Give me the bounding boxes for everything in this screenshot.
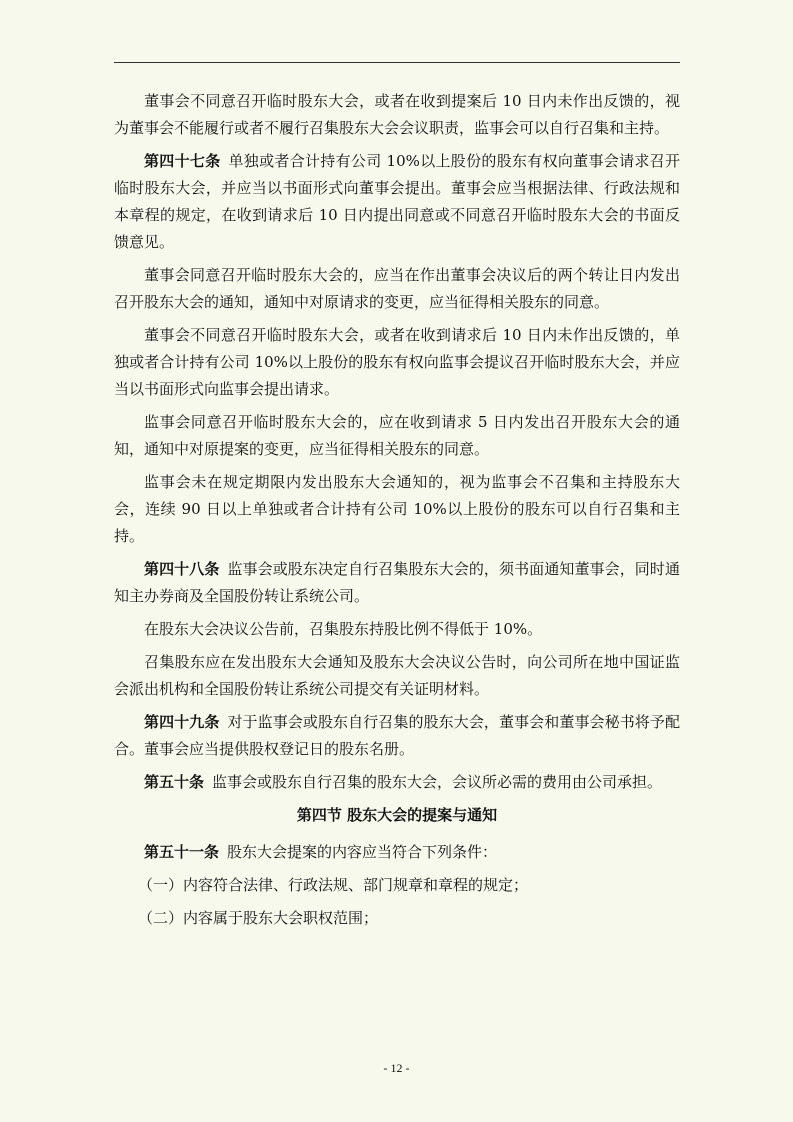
paragraph (114, 616, 680, 643)
paragraph-text: 监事会同意召开临时股东大会的，应在收到请求 5 日内发出召开股东大会的通知，通知中对原提案的变更，应当征得相关股东的同意。 (114, 413, 680, 458)
paragraph-text: 董事会不同意召开临时股东大会，或者在收到提案后 10 日内未作出反馈的，视为董事会不能履行或者不履行召集股东大会会议职责，监事会可以自行召集和主持。 (114, 92, 680, 137)
paragraph (114, 469, 680, 550)
paragraph-text: 监事会或股东决定自行召集股东大会的，须书面通知董事会，同时通知主办券商及全国股份转让系统公司。 (114, 560, 680, 605)
article-title: 第五十条 (144, 773, 205, 791)
article-50 (114, 769, 680, 796)
paragraph (114, 409, 680, 463)
list-item-text: （二）内容属于股东大会职权范围； (138, 909, 379, 927)
paragraph-text: 股东大会提案的内容应当符合下列条件： (227, 843, 498, 861)
paragraph-text: 监事会或股东自行召集的股东大会，会议所必需的费用由公司承担。 (212, 773, 663, 791)
paragraph-text: 单独或者合计持有公司 10%以上股份的股东有权向董事会请求召开临时股东大会，并应当以书面形式向董事会提出。董事会应当根据法律、行政法规和本章程的规定，在收到请求后 10 日内提出同意或不同意召开临时股东大会的书面反馈意见。 (114, 152, 680, 251)
article-49 (114, 709, 680, 763)
paragraph (114, 649, 680, 703)
article-51 (114, 839, 680, 866)
list-item-text: （一）内容符合法律、行政法规、部门规章和章程的规定； (138, 876, 529, 894)
document-body (114, 88, 680, 938)
article-48 (114, 556, 680, 610)
paragraph-text: 召集股东应在发出股东大会通知及股东大会决议公告时，向公司所在地中国证监会派出机构和全国股份转让系统公司提交有关证明材料。 (114, 653, 680, 698)
list-item (114, 905, 680, 932)
paragraph-text: 在股东大会决议公告前，召集股东持股比例不得低于 10%。 (144, 620, 543, 638)
paragraph (114, 322, 680, 403)
article-title: 第四十九条 (144, 713, 220, 731)
section-heading: 第四节 股东大会的提案与通知 (296, 806, 498, 824)
article-title: 第四十七条 (144, 152, 221, 170)
page-number: - 12 - (383, 1061, 410, 1075)
article-47 (114, 148, 680, 256)
paragraph (114, 88, 680, 142)
article-title: 第五十一条 (144, 843, 220, 861)
paragraph-text: 监事会未在规定期限内发出股东大会通知的，视为监事会不召集和主持股东大会，连续 90 日以上单独或者合计持有公司 10%以上股份的股东可以自行召集和主持。 (114, 473, 680, 545)
paragraph-text: 董事会不同意召开临时股东大会，或者在收到请求后 10 日内未作出反馈的，单独或者合计持有公司 10%以上股份的股东有权向监事会提议召开临时股东大会，并应当以书面形式向监事会提出请求。 (114, 326, 680, 398)
article-title: 第四十八条 (144, 560, 220, 578)
paragraph-text: 对于监事会或股东自行召集的股东大会，董事会和董事会秘书将予配合。董事会应当提供股权登记日的股东名册。 (114, 713, 680, 758)
list-item (114, 872, 680, 899)
paragraph-text: 董事会同意召开临时股东大会的，应当在作出董事会决议后的两个转让日内发出召开股东大会的通知，通知中对原请求的变更，应当征得相关股东的同意。 (114, 266, 680, 311)
paragraph (114, 262, 680, 316)
header-rule (114, 62, 680, 63)
